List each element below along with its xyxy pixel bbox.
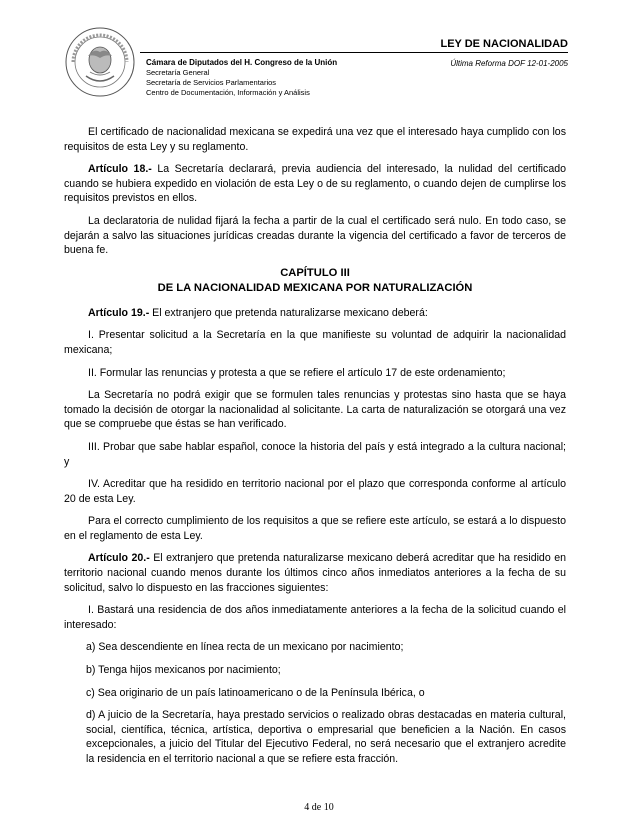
article-19 (64, 306, 566, 321)
law-title: LEY DE NACIONALIDAD (440, 38, 568, 50)
paragraph: El certificado de nacionalidad mexicana se expedirá una vez que el interesado haya cumplido con los requisitos de esta Ley y su reglamento. (64, 126, 566, 153)
paragraph: La Secretaría no podrá exigir que se formulen tales renuncias y protestas sino hasta que se haya tomado la decisión de otorgar la nacionalidad al solicitante. La carta de naturalización se otorgará una vez que se compruebe que éstas se han verificado. (64, 389, 566, 431)
chapter-number: CAPÍTULO III (280, 266, 350, 279)
fraction-i: I. Presentar solicitud a la Secretaría en la que manifieste su voluntad de adquirir la nacionalidad mexicana; (64, 329, 566, 356)
subsection-b: b) Tenga hijos mexicanos por nacimiento; (86, 664, 281, 677)
subsection-c: c) Sea originario de un país latinoamericano o de la Península Ibérica, o (86, 686, 425, 699)
national-seal-icon (64, 26, 136, 98)
article-text: El extranjero que pretenda naturalizarse mexicano deberá acreditar que ha residido en territorio nacional cuando menos durante los últimos cinco años inmediatos anteriores a la fecha de su solicitud, salvo lo dispuesto en las fracciones siguientes: (64, 552, 566, 594)
header-divider (140, 52, 568, 53)
fraction-i-art20: I. Bastará una residencia de dos años inmediatamente anteriores a la fecha de la solicitud cuando el interesado: (64, 604, 566, 631)
subsection-a: a) Sea descendiente en línea recta de un mexicano por nacimiento; (86, 641, 404, 654)
article-label: Artículo 19.- (88, 306, 150, 319)
article-label: Artículo 18.- (88, 163, 152, 176)
article-text: El extranjero que pretenda naturalizarse mexicano deberá: (149, 306, 428, 319)
article-label: Artículo 20.- (88, 552, 150, 565)
org-main: Cámara de Diputados del H. Congreso de la Unión (146, 58, 338, 67)
chapter-heading (64, 266, 566, 296)
article-20 (64, 551, 566, 595)
fraction-iv: IV. Acreditar que ha residido en territorio nacional por el plazo que corresponda conforme al artículo 20 de esta Ley. (64, 478, 566, 505)
fraction-iii: III. Probar que sabe hablar español, conoce la historia del país y está integrado a la cultura nacional; y (64, 440, 566, 468)
paragraph: Para el correcto cumplimiento de los requisitos a que se refiere este artículo, se estará a lo dispuesto en el reglamento de esta Ley. (64, 515, 566, 542)
subsection-d: d) A juicio de la Secretaría, haya prestado servicios o realizado obras destacadas en materia cultural, social, científica, técnica, artística, deportiva o empresarial que beneficien a la Nación. En casos excepcionales, a juicio del Titular del Ejecutivo Federal, no será necesario que el extranjero acredite la residencia en el territorio nacional a que se refiere esta fracción. (86, 709, 566, 765)
subsection-list (86, 640, 566, 766)
article-18 (64, 162, 566, 206)
chapter-title: DE LA NACIONALIDAD MEXICANA POR NATURALIZACIÓN (157, 281, 473, 294)
article-text: La Secretaría declarará, previa audiencia del interesado, la nulidad del certificado cuando se hubiera expedido en violación de esta Ley o de su reglamento, o cuando dejen de cumplirse los requisitos previstos en ellos. (64, 163, 566, 205)
issuing-organization (146, 58, 337, 98)
fraction-ii: II. Formular las renuncias y protesta a que se refiere el artículo 17 de este ordenamiento; (88, 366, 506, 379)
paragraph: La declaratoria de nulidad fijará la fecha a partir de la cual el certificado será nulo. En todo caso, se dejarán a salvo las situaciones jurídicas creadas durante la vigencia del certificado a favor de terceros de buena fe. (64, 214, 566, 257)
org-line: Secretaría General (146, 68, 210, 77)
page-number: 4 de 10 (304, 802, 334, 813)
org-line: Centro de Documentación, Información y Análisis (146, 88, 310, 97)
last-reform-date: Última Reforma DOF 12-01-2005 (450, 59, 568, 68)
org-line: Secretaría de Servicios Parlamentarios (146, 78, 277, 87)
document-body (64, 125, 566, 775)
